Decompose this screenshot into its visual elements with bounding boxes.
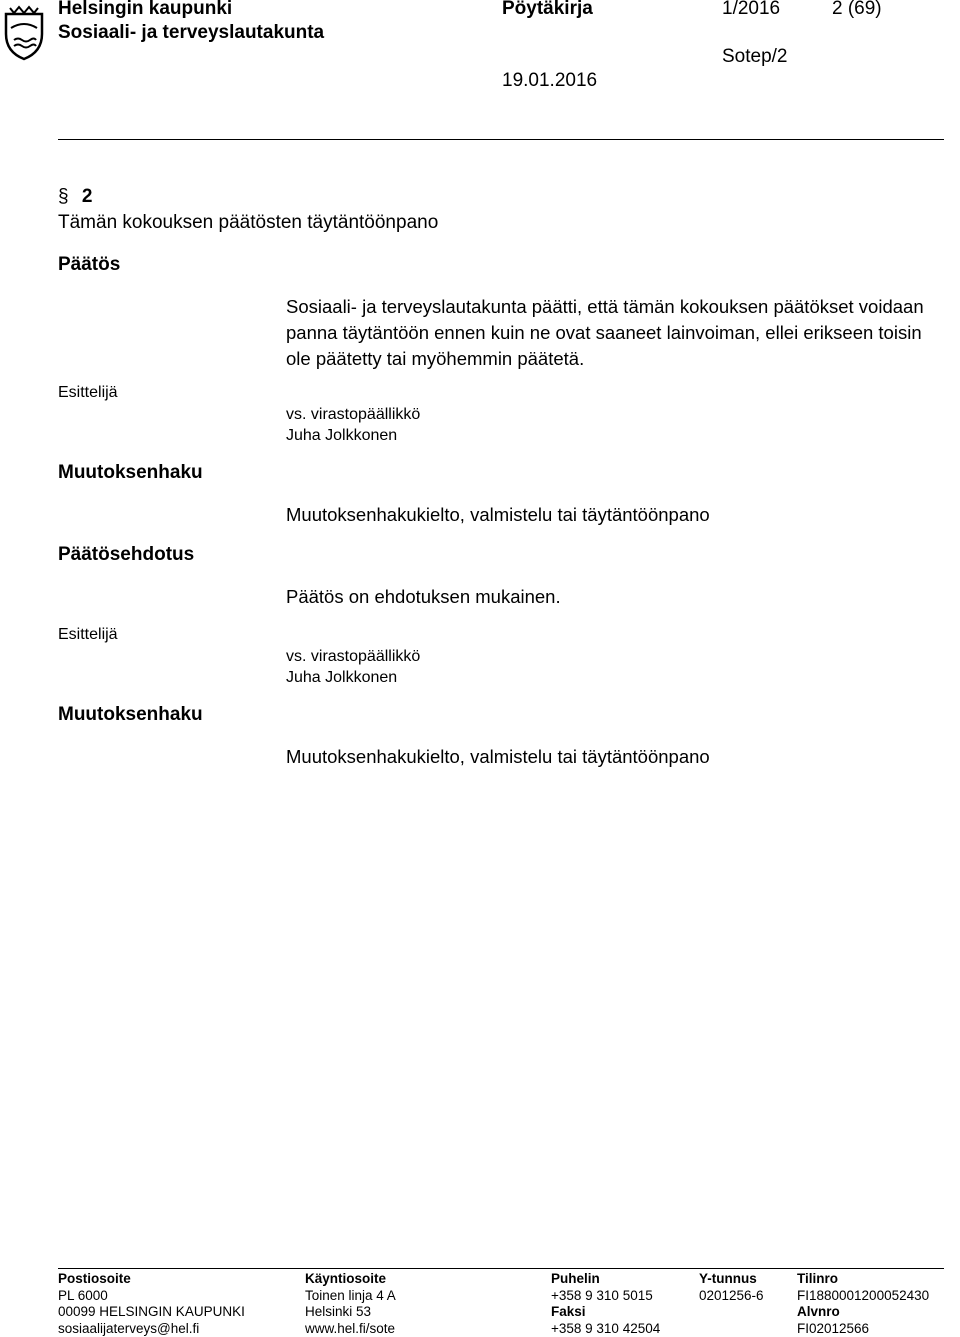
presenter-title-2: vs. virastopäällikkö: [286, 648, 421, 665]
label-muutoksenhaku-1: Muutoksenhaku: [58, 462, 203, 483]
helsinki-coat-of-arms-logo: [2, 4, 46, 62]
footer-account-value: FI1880001200052430: [797, 1287, 930, 1303]
footer-visit-line: Helsinki 53: [305, 1304, 372, 1319]
label-muutoksenhaku-2: Muutoksenhaku: [58, 704, 203, 725]
footer-website: www.hel.fi/sote: [305, 1320, 396, 1336]
section-heading: [58, 186, 92, 208]
footer-vat-value: FI02012566: [797, 1320, 870, 1336]
footer-postal-label: Postiosoite: [58, 1271, 131, 1286]
footer-visit-line: Toinen linja 4 A: [305, 1287, 396, 1303]
footer-postal-line: PL 6000: [58, 1287, 108, 1303]
footer-business-id: [699, 1271, 764, 1304]
footer-business-id-value: 0201256-6: [699, 1287, 764, 1303]
document-type: Pöytäkirja: [502, 0, 593, 19]
ehdotus-text: Päätös on ehdotuksen mukainen.: [286, 586, 561, 607]
meeting-number: 1/2016: [722, 0, 781, 19]
footer-visit: [305, 1271, 396, 1337]
meeting-date: 19.01.2016: [502, 70, 598, 91]
footer-postal-line: 00099 HELSINGIN KAUPUNKI: [58, 1304, 245, 1319]
label-paatosehdotus: Päätösehdotus: [58, 544, 195, 565]
footer-email: sosiaalijaterveys@hel.fi: [58, 1320, 200, 1336]
label-paatos: Päätös: [58, 254, 121, 275]
label-esittelija-2: Esittelijä: [58, 626, 118, 643]
footer-visit-label: Käyntiosoite: [305, 1271, 387, 1286]
presenter-title-1: vs. virastopäällikkö: [286, 406, 421, 423]
footer-phone-label: Puhelin: [551, 1271, 600, 1286]
item-title: Tämän kokouksen päätösten täytäntöönpano: [58, 212, 439, 233]
footer-account: [797, 1271, 929, 1337]
label-esittelija-1: Esittelijä: [58, 384, 118, 401]
footer-rule: [58, 1268, 944, 1269]
board-name: Sosiaali- ja terveyslautakunta: [58, 22, 325, 43]
presenter-name-2: Juha Jolkkonen: [286, 669, 398, 686]
section-code: Sotep/2: [722, 46, 788, 67]
footer-phone-number: +358 9 310 5015: [551, 1287, 653, 1303]
section-number: 2: [81, 186, 93, 207]
footer-fax-number: +358 9 310 42504: [551, 1320, 661, 1336]
footer-postal: [58, 1271, 245, 1337]
section-sign: §: [58, 186, 69, 207]
footer-phone: [551, 1271, 660, 1337]
appeal-text-2: Muutoksenhakukielto, valmistelu tai täytäntöönpano: [286, 746, 710, 767]
footer-account-label: Tilinro: [797, 1271, 839, 1286]
paatos-text: Sosiaali- ja terveyslautakunta päätti, että tämän kokouksen päätökset voidaan panna täytäntöön ennen kuin ne ovat saaneet lainvoiman, ellei erikseen toisin ole päätetty tai myöhemmin päätetä.: [286, 296, 924, 369]
org-name: Helsingin kaupunki: [58, 0, 233, 19]
appeal-text-1: Muutoksenhakukielto, valmistelu tai täytäntöönpano: [286, 504, 710, 525]
footer-business-id-label: Y-tunnus: [699, 1271, 757, 1286]
page-number: 2 (69): [832, 0, 882, 19]
header-rule: [58, 139, 944, 140]
footer-vat-label: Alvnro: [797, 1304, 840, 1319]
footer-fax-label: Faksi: [551, 1304, 586, 1319]
presenter-name-1: Juha Jolkkonen: [286, 427, 398, 444]
